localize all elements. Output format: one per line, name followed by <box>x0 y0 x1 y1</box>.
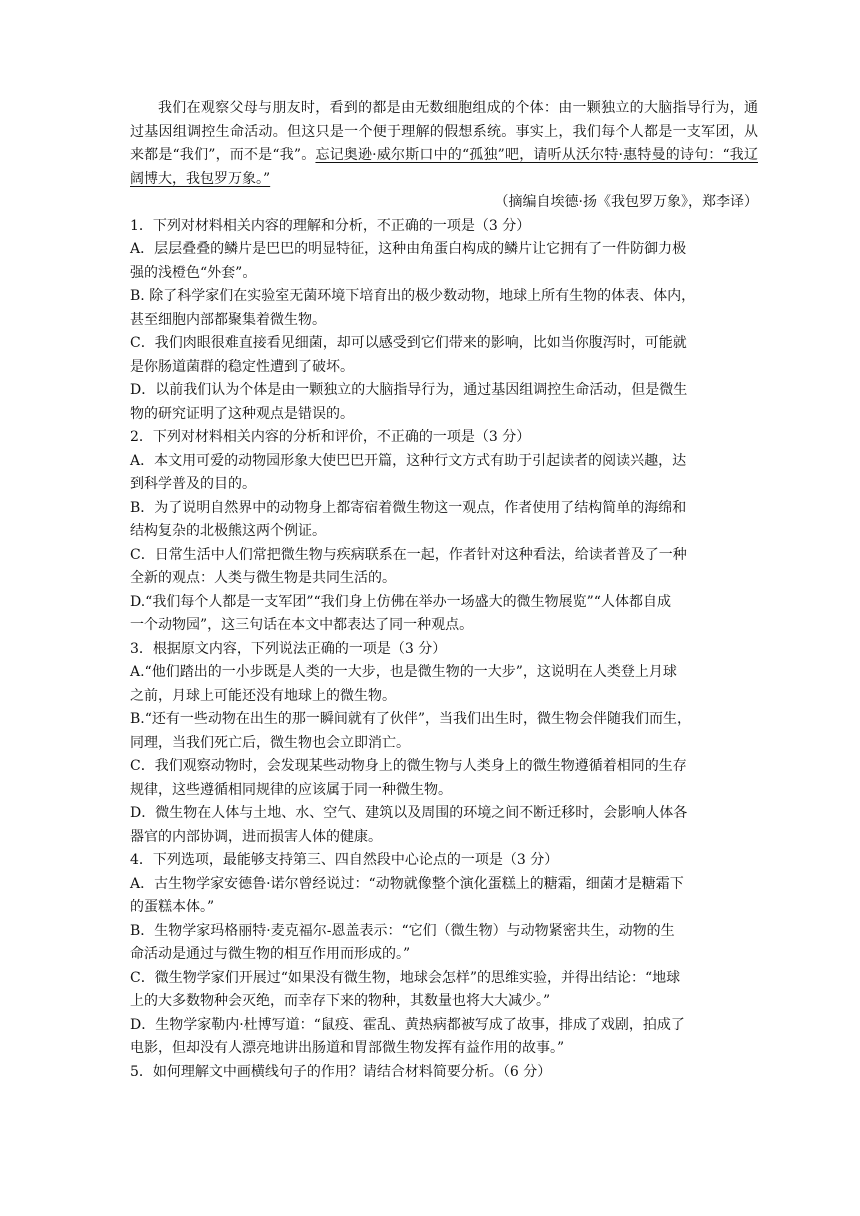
q4-option-c-line-2: 上的大多数物种会灭绝，而幸存下来的物种，其数量也将大大减少。” <box>130 993 551 1009</box>
q4-option-c-line-1: C．微生物学家们开展过“如果没有微生物，地球会怎样”的思维实验，并得出结论：“地球 <box>130 969 681 986</box>
q4-option-b-line-1: B．生物学家玛格丽特·麦克福尔-恩盖表示：“它们（微生物）与动物紧密共生，动物的生 <box>130 922 675 939</box>
q2-option-a-line-1: A．本文用可爱的动物园形象大使巴巴开篇，这种行文方式有助于引起读者的阅读兴趣，达 <box>130 452 687 469</box>
q1-option-d-line-2: 物的研究证明了这种观点是错误的。 <box>130 405 354 422</box>
underlined-sentence: 忘记奥逊·威尔斯口中的“孤独”吧，请听从沃尔特·惠特曼的诗句：“我辽阔博大，我包罗万象。” <box>130 147 758 187</box>
q3-option-d-line-2: 器官的内部协调，进而损害人体的健康。 <box>130 828 382 845</box>
question-3-stem: 3．根据原文内容，下列说法正确的一项是（3 分） <box>130 640 447 657</box>
q3-option-a-line-1: A.“他们踏出的一小步既是人类的一大步，也是微生物的一大步”，这说明在人类登上月球 <box>130 664 677 680</box>
q2-option-d-line-1: D.“我们每个人都是一支军团”“我们身上仿佛在举办一场盛大的微生物展览”“人体都自成 <box>130 593 671 610</box>
q1-option-c-line-2: 是你肠道菌群的稳定性遭到了破坏。 <box>130 358 354 375</box>
q2-option-d-line-2: 一个动物园”，这三句话在本文中都表达了同一种观点。 <box>130 617 474 633</box>
q3-option-d-line-1: D．微生物在人体与土地、水、空气、建筑以及周围的环境之间不断迁移时，会影响人体各 <box>130 805 688 821</box>
question-2-stem: 2．下列对材料相关内容的分析和评价，不正确的一项是（3 分） <box>130 429 531 445</box>
q1-option-a-line-1: A．层层叠叠的鳞片是巴巴的明显特征，这种由角蛋白构成的鳞片让它拥有了一件防御力极 <box>130 241 687 257</box>
q1-option-b-line-1: B. 除了科学家们在实验室无菌环境下培育出的极少数动物，地球上所有生物的体表、体内， <box>130 288 696 304</box>
q3-option-c-line-2: 规律，这些遵循相同规律的应该属于同一种微生物。 <box>130 781 452 798</box>
q1-option-d-line-1: D．以前我们认为个体是由一颗独立的大脑指导行为，通过基因组调控生命活动，但是微生 <box>130 382 688 398</box>
q1-option-b-line-2: 甚至细胞内部都聚集着微生物。 <box>130 311 326 328</box>
q3-option-b-line-2: 同理，当我们死亡后，微生物也会立即消亡。 <box>130 734 410 751</box>
q2-option-c-line-1: C．日常生活中人们常把微生物与疾病联系在一起，作者针对这种看法，给读者普及了一种 <box>130 546 687 563</box>
q4-option-d-line-1: D．生物学家勒内·杜博写道：“鼠疫、霍乱、黄热病都被写成了故事，排成了戏剧，拍成了 <box>130 1016 685 1033</box>
q1-option-c-line-1: C．我们肉眼很难直接看见细菌，却可以感受到它们带来的影响，比如当你腹泻时，可能就 <box>130 335 687 351</box>
q4-option-a-line-2: 的蛋糕本体。” <box>130 899 215 915</box>
q4-option-a-line-1: A．古生物学家安德鲁·诺尔曾经说过：“动物就像整个演化蛋糕上的糖霜，细菌才是糖霜下 <box>130 875 684 892</box>
passage-paragraph <box>130 97 758 191</box>
document-page <box>130 97 758 1084</box>
questions <box>130 215 758 1085</box>
q2-option-b-line-2: 结构复杂的北极熊这两个例证。 <box>130 523 326 539</box>
question-5-stem: 5．如何理解文中画横线句子的作用？请结合材料简要分析。（6 分） <box>130 1063 552 1080</box>
passage-source: （摘编自埃德·扬《我包罗万象》，郑李译） <box>494 194 758 210</box>
q1-option-a-line-2: 强的浅橙色“外套”。 <box>130 264 257 281</box>
q2-option-b-line-1: B．为了说明自然界中的动物身上都寄宿着微生物这一观点，作者使用了结构简单的海绵和 <box>130 499 687 516</box>
question-4-stem: 4．下列选项，最能够支持第三、四自然段中心论点的一项是（3 分） <box>130 852 559 868</box>
q3-option-b-line-1: B.“还有一些动物在出生的那一瞬间就有了伙伴”，当我们出生时，微生物会伴随我们而生， <box>130 711 692 727</box>
q3-option-c-line-1: C．我们观察动物时，会发现某些动物身上的微生物与人类身上的微生物遵循着相同的生存 <box>130 758 687 774</box>
question-1-stem: 1．下列对材料相关内容的理解和分析，不正确的一项是（3 分） <box>130 217 531 234</box>
q2-option-a-line-2: 到科学普及的目的。 <box>130 476 256 492</box>
q4-option-d-line-2: 电影，但却没有人漂亮地讲出肠道和胃部微生物发挥有益作用的故事。” <box>130 1040 565 1056</box>
q2-option-c-line-2: 全新的观点：人类与微生物是共同生活的。 <box>130 570 396 586</box>
q3-option-a-line-2: 之前，月球上可能还没有地球上的微生物。 <box>130 687 396 704</box>
passage-text: 我们在观察父母与朋友时，看到的都是由无数细胞组成的个体：由一颗独立的大脑指导行为，通过基因组调控生命活动。但这只是一个便于理解的假想系统。事实上，我们每个人都是一支军团，从来都是“我们”，而不是“我”。 <box>130 100 758 163</box>
q4-option-b-line-2: 命活动是通过与微生物的相互作用而形成的。” <box>130 946 411 962</box>
